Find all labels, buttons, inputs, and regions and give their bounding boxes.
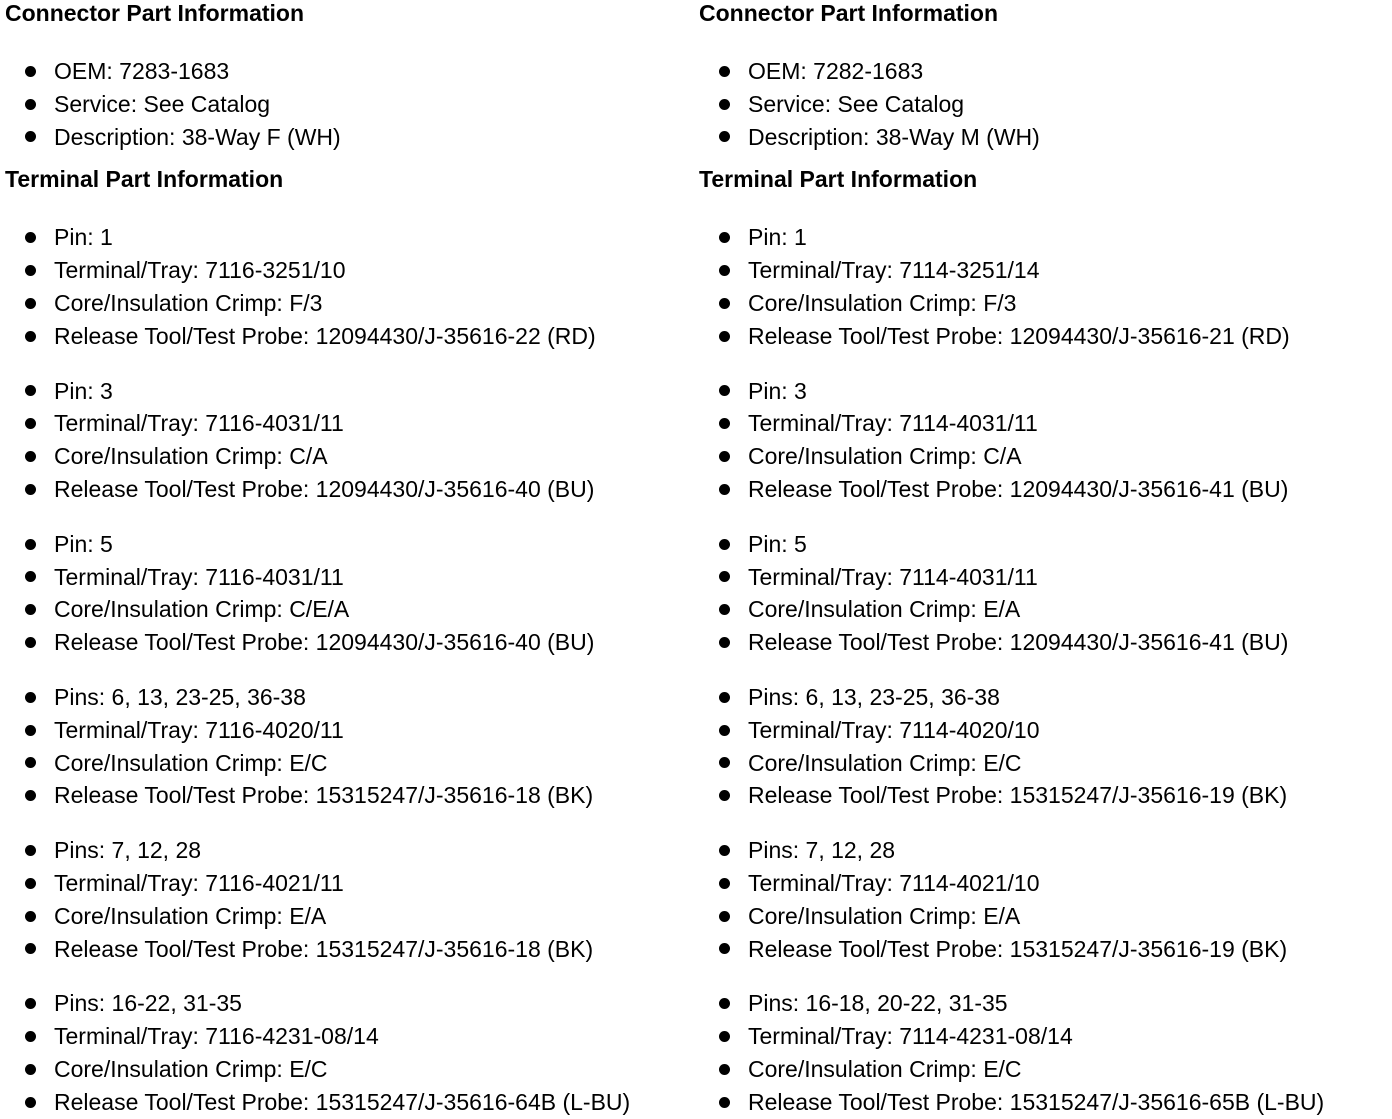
terminal-tray-item — [5, 867, 695, 900]
item-text: Release Tool/Test Probe: 15315247/J-35616-18 (BK) — [54, 935, 594, 962]
bullet-icon — [25, 692, 36, 703]
pin-group — [699, 221, 1389, 352]
item-text: Terminal/Tray: 7116-4021/11 — [54, 869, 344, 896]
item-text: Release Tool/Test Probe: 15315247/J-35616-19 (BK) — [748, 935, 1288, 962]
item-text: Pins: 7, 12, 28 — [54, 837, 202, 864]
terminal-tray-item — [5, 561, 695, 594]
connector-service-item — [5, 88, 695, 121]
bullet-icon — [719, 878, 730, 889]
bullet-icon — [719, 265, 730, 276]
terminal-tray-item — [699, 561, 1389, 594]
terminal-tray-item — [5, 254, 695, 287]
item-text: Core/Insulation Crimp: E/C — [748, 1055, 1022, 1082]
terminal-tray-item — [699, 714, 1389, 747]
item-text: Pin: 3 — [748, 377, 807, 404]
bullet-icon — [25, 878, 36, 889]
bullet-icon — [719, 331, 730, 342]
connector-part-list — [5, 55, 695, 153]
release-tool-item — [5, 626, 695, 659]
bullet-icon — [719, 998, 730, 1009]
bullet-icon — [719, 571, 730, 582]
item-text: Release Tool/Test Probe: 15315247/J-35616-65B (L-BU) — [748, 1088, 1325, 1115]
bullet-icon — [25, 998, 36, 1009]
release-tool-item — [5, 933, 695, 966]
item-text: Release Tool/Test Probe: 12094430/J-35616-40 (BU) — [54, 475, 595, 502]
connector-oem-item — [699, 55, 1389, 88]
item-text: Core/Insulation Crimp: C/A — [748, 443, 1022, 470]
bullet-icon — [719, 1097, 730, 1108]
item-text: Release Tool/Test Probe: 15315247/J-35616-19 (BK) — [748, 782, 1288, 809]
item-text: Pins: 7, 12, 28 — [748, 837, 896, 864]
terminal-tray-item — [699, 867, 1389, 900]
item-text: Core/Insulation Crimp: E/A — [54, 902, 327, 929]
item-text: Release Tool/Test Probe: 15315247/J-35616-64B (L-BU) — [54, 1088, 631, 1115]
item-text: Pin: 5 — [748, 530, 807, 557]
pin-item — [5, 681, 695, 714]
item-text: Core/Insulation Crimp: E/A — [748, 902, 1021, 929]
terminal-pin-list — [699, 221, 1389, 1118]
pin-group — [5, 221, 695, 352]
crimp-item — [699, 900, 1389, 933]
item-text: Pins: 6, 13, 23-25, 36-38 — [54, 683, 306, 710]
bullet-icon — [719, 66, 730, 77]
pin-item — [699, 221, 1389, 254]
pin-group — [699, 834, 1389, 965]
item-text: Core/Insulation Crimp: F/3 — [54, 289, 323, 316]
terminal-tray-item — [5, 407, 695, 440]
item-text: Terminal/Tray: 7114-3251/14 — [748, 257, 1040, 284]
crimp-item — [5, 900, 695, 933]
connector-part-list — [699, 55, 1389, 153]
item-text: Release Tool/Test Probe: 15315247/J-35616-18 (BK) — [54, 782, 594, 809]
item-text: Pin: 1 — [54, 224, 113, 251]
bullet-icon — [25, 1064, 36, 1075]
pin-item — [5, 528, 695, 561]
bullet-icon — [25, 1097, 36, 1108]
bullet-icon — [25, 725, 36, 736]
bullet-icon — [25, 451, 36, 462]
bullet-icon — [719, 790, 730, 801]
item-text: OEM: 7282-1683 — [748, 58, 924, 84]
crimp-item — [5, 287, 695, 320]
item-text: Pin: 1 — [748, 224, 807, 251]
connector-service-item — [699, 88, 1389, 121]
pin-group — [5, 987, 695, 1118]
bullet-icon — [25, 99, 36, 110]
item-text: Pins: 16-22, 31-35 — [54, 990, 242, 1017]
item-text: Pins: 6, 13, 23-25, 36-38 — [748, 683, 1000, 710]
item-text: Description: 38-Way M (WH) — [748, 123, 1040, 150]
crimp-item — [699, 593, 1389, 626]
item-text: Pin: 5 — [54, 530, 113, 557]
pin-item — [699, 834, 1389, 867]
release-tool-item — [699, 320, 1389, 353]
bullet-icon — [719, 232, 730, 243]
item-text: Terminal/Tray: 7114-4231-08/14 — [748, 1023, 1073, 1050]
bullet-icon — [25, 298, 36, 309]
bullet-icon — [25, 604, 36, 615]
pin-item — [5, 987, 695, 1020]
pin-item — [699, 987, 1389, 1020]
crimp-item — [5, 440, 695, 473]
item-text: Pins: 16-18, 20-22, 31-35 — [748, 990, 1008, 1017]
bullet-icon — [719, 1064, 730, 1075]
terminal-part-heading: Terminal Part Information — [699, 166, 978, 193]
item-text: Terminal/Tray: 7116-4231-08/14 — [54, 1023, 379, 1050]
bullet-icon — [719, 757, 730, 768]
release-tool-item — [699, 473, 1389, 506]
item-text: Terminal/Tray: 7116-3251/10 — [54, 257, 346, 284]
bullet-icon — [25, 790, 36, 801]
bullet-icon — [719, 385, 730, 396]
release-tool-item — [5, 1086, 695, 1119]
bullet-icon — [719, 484, 730, 495]
bullet-icon — [25, 131, 36, 142]
terminal-pin-list — [5, 221, 695, 1118]
item-text: Core/Insulation Crimp: E/C — [54, 1055, 328, 1082]
item-text: Terminal/Tray: 7114-4021/10 — [748, 869, 1040, 896]
release-tool-item — [699, 933, 1389, 966]
pin-group — [699, 987, 1389, 1118]
bullet-icon — [25, 232, 36, 243]
crimp-item — [5, 593, 695, 626]
item-text: OEM: 7283-1683 — [54, 58, 230, 84]
item-text: Service: See Catalog — [748, 90, 965, 117]
pin-item — [5, 375, 695, 408]
connector-description-item — [5, 121, 695, 154]
item-text: Terminal/Tray: 7116-4020/11 — [54, 716, 344, 743]
connector-description-item — [699, 121, 1389, 154]
item-text: Core/Insulation Crimp: C/A — [54, 443, 328, 470]
release-tool-item — [5, 320, 695, 353]
bullet-icon — [25, 637, 36, 648]
release-tool-item — [5, 473, 695, 506]
release-tool-item — [5, 779, 695, 812]
crimp-item — [699, 440, 1389, 473]
item-text: Core/Insulation Crimp: C/E/A — [54, 596, 350, 623]
bullet-icon — [25, 943, 36, 954]
item-text: Core/Insulation Crimp: F/3 — [748, 289, 1017, 316]
item-text: Core/Insulation Crimp: E/C — [54, 749, 328, 776]
bullet-icon — [25, 911, 36, 922]
bullet-icon — [719, 943, 730, 954]
item-text: Pin: 3 — [54, 377, 113, 404]
release-tool-item — [699, 779, 1389, 812]
item-text: Release Tool/Test Probe: 12094430/J-35616-21 (RD) — [748, 322, 1290, 349]
bullet-icon — [25, 539, 36, 550]
bullet-icon — [719, 451, 730, 462]
pin-item — [5, 834, 695, 867]
item-text: Terminal/Tray: 7114-4031/11 — [748, 410, 1038, 437]
item-text: Release Tool/Test Probe: 12094430/J-35616-41 (BU) — [748, 475, 1289, 502]
bullet-icon — [719, 725, 730, 736]
terminal-part-heading: Terminal Part Information — [5, 166, 284, 193]
item-text: Terminal/Tray: 7114-4031/11 — [748, 563, 1038, 590]
terminal-tray-item — [699, 254, 1389, 287]
bullet-icon — [25, 845, 36, 856]
pin-group — [699, 681, 1389, 812]
connector-part-heading: Connector Part Information — [5, 0, 305, 26]
pin-group — [699, 375, 1389, 506]
item-text: Terminal/Tray: 7116-4031/11 — [54, 563, 344, 590]
bullet-icon — [719, 99, 730, 110]
bullet-icon — [719, 298, 730, 309]
item-text: Release Tool/Test Probe: 12094430/J-35616-22 (RD) — [54, 322, 596, 349]
pin-group — [699, 528, 1389, 659]
item-text: Service: See Catalog — [54, 90, 271, 117]
bullet-icon — [25, 66, 36, 77]
terminal-tray-item — [5, 714, 695, 747]
item-text: Core/Insulation Crimp: E/C — [748, 749, 1022, 776]
crimp-item — [699, 1053, 1389, 1086]
bullet-icon — [719, 911, 730, 922]
bullet-icon — [25, 331, 36, 342]
item-text: Release Tool/Test Probe: 12094430/J-35616-41 (BU) — [748, 629, 1289, 656]
crimp-item — [5, 1053, 695, 1086]
bullet-icon — [25, 757, 36, 768]
bullet-icon — [719, 539, 730, 550]
pin-group — [5, 375, 695, 506]
terminal-tray-item — [699, 407, 1389, 440]
pin-item — [699, 528, 1389, 561]
item-text: Core/Insulation Crimp: E/A — [748, 596, 1021, 623]
pin-group — [5, 681, 695, 812]
bullet-icon — [25, 1031, 36, 1042]
bullet-icon — [25, 484, 36, 495]
connector-oem-item — [5, 55, 695, 88]
bullet-icon — [719, 692, 730, 703]
connector-column-left — [5, 0, 695, 1119]
bullet-icon — [25, 418, 36, 429]
bullet-icon — [25, 571, 36, 582]
bullet-icon — [25, 385, 36, 396]
release-tool-item — [699, 1086, 1389, 1119]
connector-column-right — [699, 0, 1389, 1119]
bullet-icon — [719, 131, 730, 142]
connector-part-heading: Connector Part Information — [699, 0, 999, 26]
bullet-icon — [25, 265, 36, 276]
pin-item — [5, 221, 695, 254]
item-text: Terminal/Tray: 7116-4031/11 — [54, 410, 344, 437]
pin-item — [699, 681, 1389, 714]
pin-group — [5, 528, 695, 659]
item-text: Description: 38-Way F (WH) — [54, 123, 341, 150]
bullet-icon — [719, 845, 730, 856]
item-text: Terminal/Tray: 7114-4020/10 — [748, 716, 1040, 743]
crimp-item — [699, 287, 1389, 320]
bullet-icon — [719, 1031, 730, 1042]
bullet-icon — [719, 637, 730, 648]
crimp-item — [699, 747, 1389, 780]
item-text: Release Tool/Test Probe: 12094430/J-35616-40 (BU) — [54, 629, 595, 656]
pin-group — [5, 834, 695, 965]
terminal-tray-item — [5, 1020, 695, 1053]
terminal-tray-item — [699, 1020, 1389, 1053]
pin-item — [699, 375, 1389, 408]
crimp-item — [5, 747, 695, 780]
bullet-icon — [719, 604, 730, 615]
release-tool-item — [699, 626, 1389, 659]
bullet-icon — [719, 418, 730, 429]
